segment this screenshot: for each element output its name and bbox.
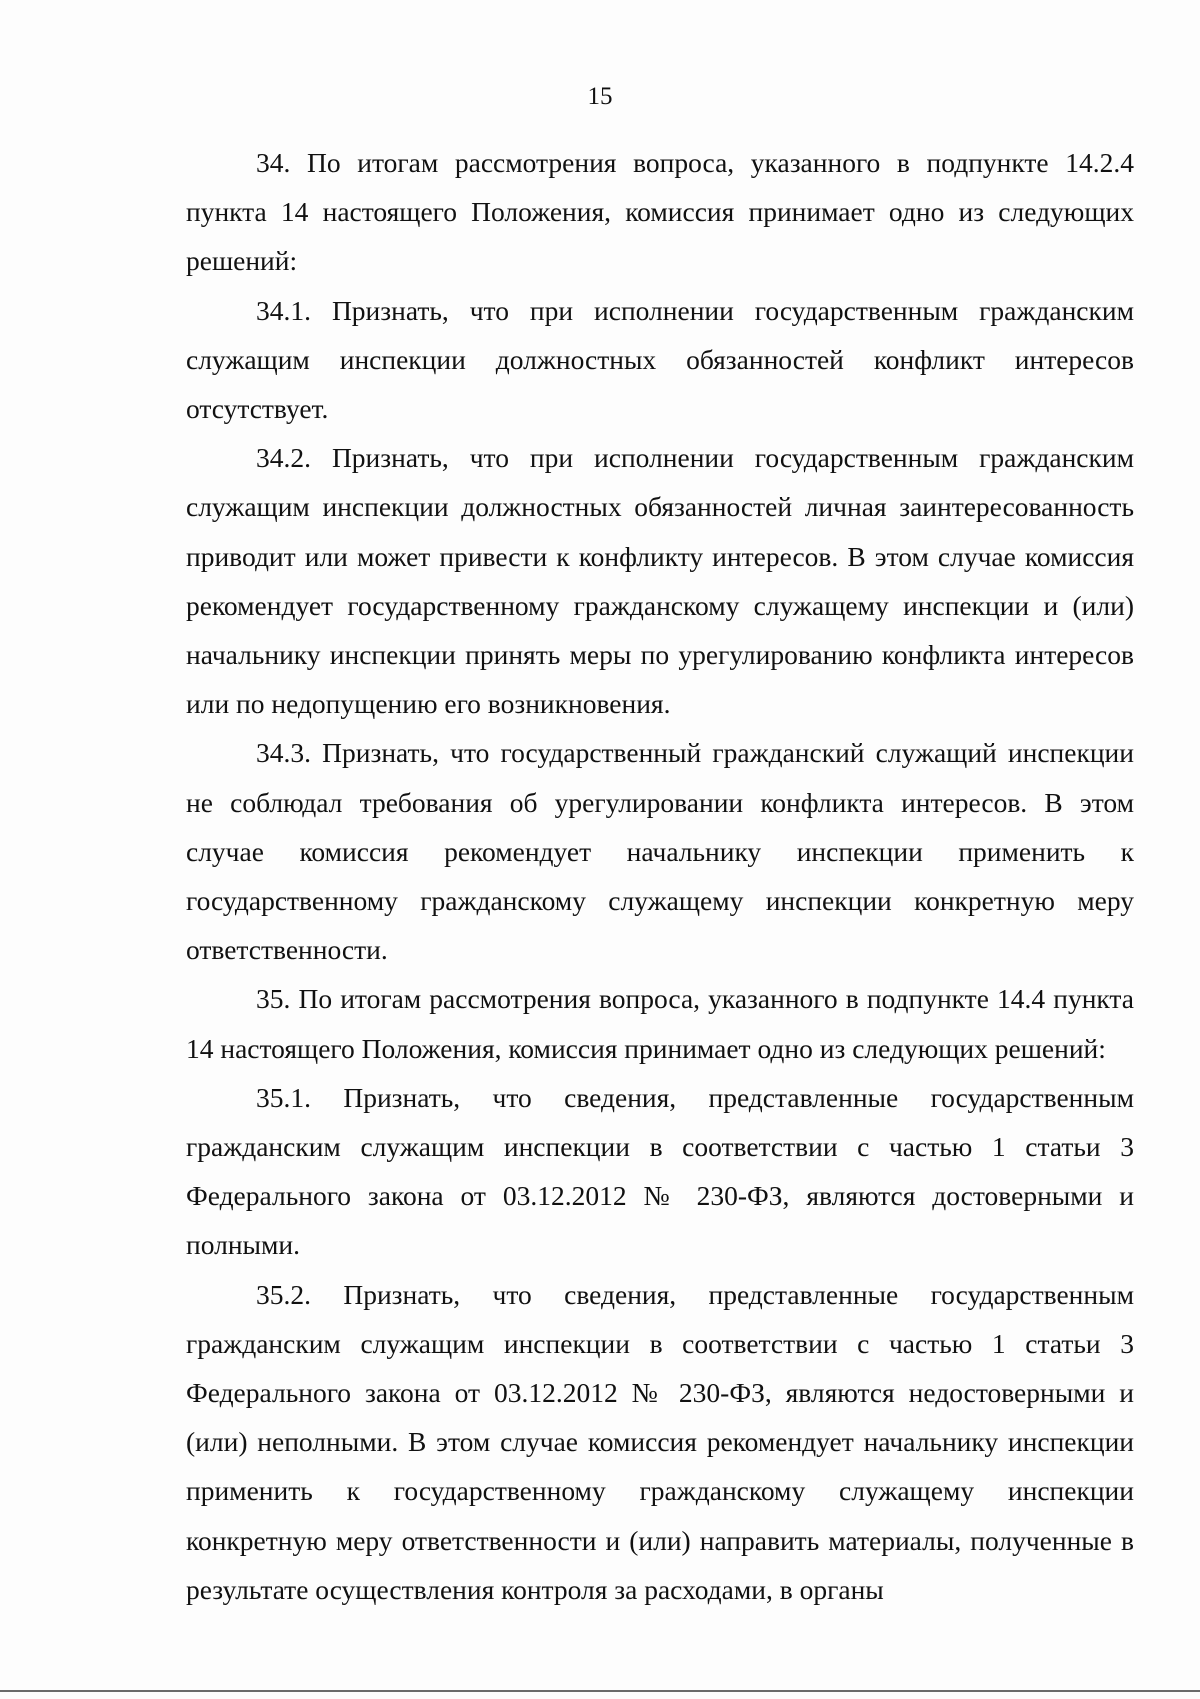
paragraph-34-2: 34.2. Признать, что при исполнении государственным гражданским служащим инспекции должностных обязанностей личная заинтересованность приводит или может привести к конфликту интересов. В этом случае комиссия рекомендует государственному гражданскому служащему инспекции и (или) начальнику инспекции принять меры по урегулированию конфликта интересов или по недопущению его возникновения. bbox=[186, 442, 1134, 720]
paragraph-34-3: 34.3. Признать, что государственный гражданский служащий инспекции не соблюдал требования об урегулировании конфликта интересов. В этом случае комиссия рекомендует начальнику инспекции применить к государственному гражданскому служащему инспекции конкретную меру ответственности. bbox=[186, 737, 1134, 966]
scan-bottom-edge bbox=[0, 1690, 1200, 1692]
paragraph-35-2: 35.2. Признать, что сведения, представленные государственным гражданским служащим инспекции в соответствии с частью 1 статьи 3 Федерального закона от 03.12.2012 № 230-ФЗ, являются недостоверными и (или) неполными. В этом случае комиссия рекомендует начальнику инспекции применить к государственному гражданскому служащему инспекции конкретную меру ответственности и (или) направить материалы, полученные в результате осуществления контроля за расходами, в органы bbox=[186, 1278, 1134, 1605]
paragraph-35: 35. По итогам рассмотрения вопроса, указанного в подпункте 14.4 пункта 14 настоящего Положения, комиссия принимает одно из следующих решений: bbox=[186, 983, 1134, 1064]
page-number: 15 bbox=[587, 83, 613, 110]
paragraph-34-1: 34.1. Признать, что при исполнении государственным гражданским служащим инспекции должностных обязанностей конфликт интересов отсутствует. bbox=[186, 294, 1134, 425]
paragraph-35-1: 35.1. Признать, что сведения, представленные государственным гражданским служащим инспекции в соответствии с частью 1 статьи 3 Федерального закона от 03.12.2012 № 230-ФЗ, являются достоверными и полными. bbox=[186, 1081, 1134, 1261]
paragraph-34: 34. По итогам рассмотрения вопроса, указанного в подпункте 14.2.4 пункта 14 настоящего Положения, комиссия принимает одно из следующих решений: bbox=[186, 147, 1134, 277]
document-body bbox=[186, 138, 1134, 1614]
